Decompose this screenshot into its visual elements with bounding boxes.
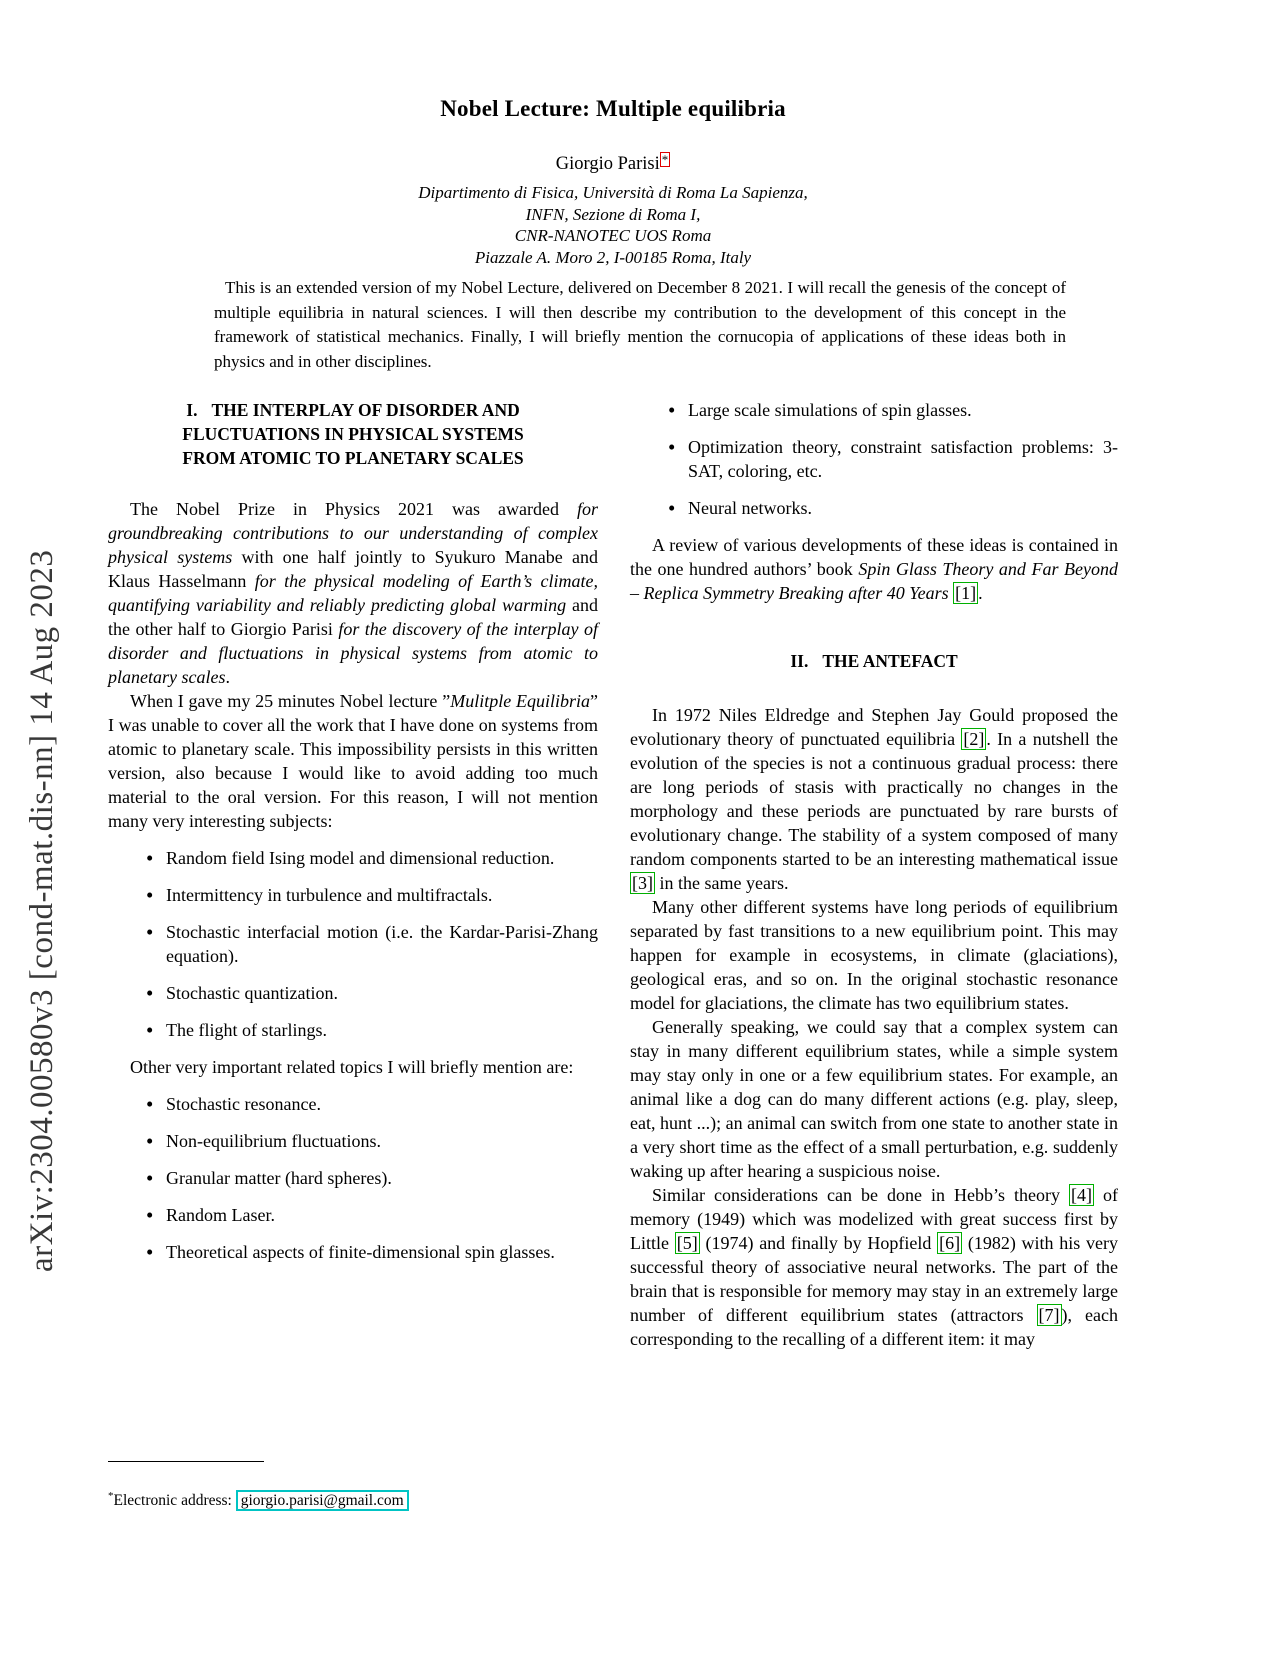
- bullet-list: [108, 846, 598, 1042]
- citation-link-7[interactable]: [7]: [1038, 1305, 1060, 1325]
- footnote-rule: [108, 1461, 264, 1462]
- bullet-item: • Stochastic quantization.: [108, 981, 598, 1005]
- bullet-item: • Intermittency in turbulence and multifractals.: [108, 883, 598, 907]
- bullet-item: • Large scale simulations of spin glasses.: [630, 398, 1118, 422]
- bullet-item: • Non-equilibrium fluctuations.: [108, 1129, 598, 1153]
- citation-link-6[interactable]: [6]: [939, 1233, 961, 1253]
- paper-header: [108, 96, 1118, 268]
- bullet-list: [108, 1092, 598, 1264]
- paragraph: The Nobel Prize in Physics 2021 was awarded for groundbreaking contributions to our understanding of complex physical systems with one half jointly to Syukuro Manabe and Klaus Hasselmann for the physical modeling of Earth’s climate, quantifying variability and reliably predicting global warming and the other half to Giorgio Parisi for the discovery of the interplay of disorder and fluctuations in physical systems from atomic to planetary scales.: [108, 499, 598, 687]
- bullet-list: [630, 398, 1118, 520]
- section-number: II.: [790, 651, 809, 671]
- paragraph: Other very important related topics I will briefly mention are:: [130, 1057, 574, 1077]
- section-number: I.: [186, 400, 198, 420]
- paragraph: Many other different systems have long periods of equilibrium separated by fast transitions to a new equilibrium point. This may happen for example in ecosystems, in climate (glaciations), geological eras, and so on. In the original stochastic resonance model for glaciations, the climate has two equilibrium states.: [630, 897, 1118, 1013]
- footnote-text: [108, 1485, 598, 1512]
- section-heading-2: II. THE ANTEFACT: [790, 651, 958, 671]
- paragraph: Similar considerations can be done in Hebb’s theory [4] of memory (1949) which was modelized with great success first by Little [5] (1974) and finally by Hopfield [6] (1982) with his very successful theory of associative neural networks. The part of the brain that is responsible for memory may stay in an extremely large number of different equilibrium states (attractors [7] ), each corresponding to the recalling of a different item: it may: [630, 1185, 1119, 1349]
- paragraph: A review of various developments of these ideas is contained in the one hundred authors’ book Spin Glass Theory and Far Beyond – Replica Symmetry Breaking after 40 Years [1] .: [630, 535, 1118, 603]
- bullet-item: • Neural networks.: [630, 496, 1118, 520]
- paragraph: In 1972 Niles Eldredge and Stephen Jay Gould proposed the evolutionary theory of punctuated equilibria [2] . In a nutshell the evolution of the species is not a continuous gradual process: there are long periods of stasis with practically no changes in the morphology and these periods are punctuated by rare bursts of evolutionary change. The stability of a system composed of many random components started to be an interesting mathematical issue [3] in the same years.: [630, 705, 1118, 893]
- affiliations: [108, 182, 1118, 268]
- bullet-item: • Optimization theory, constraint satisfaction problems: 3-SAT, coloring, etc.: [630, 435, 1118, 483]
- bullet-item: • Stochastic resonance.: [108, 1092, 598, 1116]
- author-line: [108, 152, 1118, 175]
- bullet-item: • Granular matter (hard spheres).: [108, 1166, 598, 1190]
- arxiv-watermark: arXiv:2304.00580v3 [cond-mat.dis-nn] 14 Aug 2023: [24, 549, 60, 1272]
- bullet-item: • Stochastic interfacial motion (i.e. the Kardar-Parisi-Zhang equation).: [108, 920, 598, 968]
- paragraph: When I gave my 25 minutes Nobel lecture ”Mulitple Equilibria” I was unable to cover all the work that I have done on systems from atomic to planetary scale. This impossibility persists in this written version, also because I would like to avoid adding too much material to the oral version. For this reason, I will not mention many very interesting subjects:: [108, 691, 598, 831]
- citation-link-4[interactable]: [4]: [1070, 1185, 1092, 1205]
- bullet-item: • Random field Ising model and dimensional reduction.: [108, 846, 598, 870]
- abstract-text: This is an extended version of my Nobel Lecture, delivered on December 8 2021. I will recall the genesis of the concept of multiple equilibria in natural sciences. I will then describe my contribution to the development of this concept in the framework of statistical mechanics. Finally, I will briefly mention the cornucopia of applications of these ideas both in physics and in other disciplines.: [214, 278, 1066, 371]
- citation-link-5[interactable]: [5]: [676, 1233, 698, 1253]
- author-footnote-link[interactable]: *: [661, 152, 669, 167]
- footnote-label: Electronic address:: [113, 1492, 236, 1510]
- author-name: Giorgio Parisi: [555, 154, 660, 174]
- paragraph: Generally speaking, we could say that a complex system can stay in many different equilibrium states, while a simple system may stay only in one or a few equilibrium states. For example, an animal like a dog can do many different actions (e.g. play, sleep, eat, hunt ...); an animal can switch from one state to another state in a very short time as the effect of a small perturbation, e.g. suddenly waking up after hearing a suspicious noise.: [630, 1017, 1118, 1181]
- affiliation-line: CNR-NANOTEC UOS Roma: [514, 226, 712, 245]
- footnote-email-link[interactable]: giorgio.parisi@gmail.com: [236, 1490, 409, 1511]
- section-heading-1: I. THE INTERPLAY OF DISORDER AND FLUCTUATIONS IN PHYSICAL SYSTEMS FROM ATOMIC TO PLANETARY SCALES: [182, 400, 524, 468]
- citation-link-1[interactable]: [1]: [955, 583, 977, 603]
- affiliation-line: Piazzale A. Moro 2, I-00185 Roma, Italy: [474, 247, 752, 267]
- affiliation-line: Dipartimento di Fisica, Università di Roma La Sapienza,: [418, 183, 808, 202]
- citation-link-3[interactable]: [3]: [632, 873, 653, 893]
- bullet-item: • Theoretical aspects of finite-dimensional spin glasses.: [108, 1240, 598, 1264]
- bullet-item: • Random Laser.: [108, 1203, 598, 1227]
- left-column: [108, 398, 598, 1277]
- citation-link-2[interactable]: [2]: [963, 729, 985, 749]
- footnote-marker: *: [108, 1490, 114, 1502]
- paper-title: Nobel Lecture: Multiple equilibria: [440, 96, 786, 121]
- right-column: [630, 398, 1118, 1351]
- footnote: [108, 1461, 598, 1512]
- affiliation-line: INFN, Sezione di Roma I,: [525, 204, 701, 224]
- bullet-item: • The flight of starlings.: [108, 1018, 598, 1042]
